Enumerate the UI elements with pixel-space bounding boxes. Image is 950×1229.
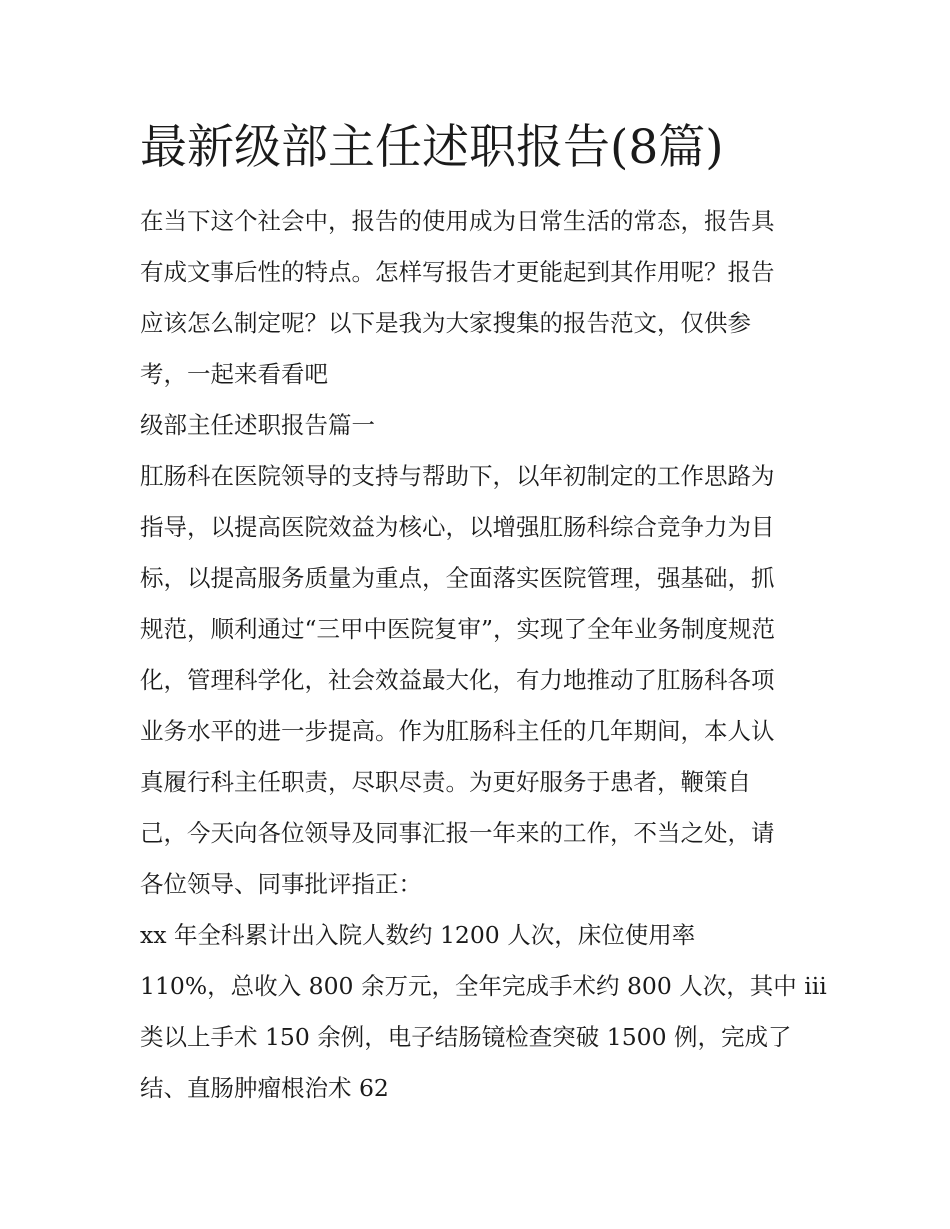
body-line: 业务水平的进一步提高。作为肛肠科主任的几年期间，本人认 bbox=[140, 717, 775, 745]
body-line: 应该怎么制定呢？以下是我为大家搜集的报告范文，仅供参 bbox=[140, 309, 751, 337]
body-line: 类以上手术 150 余例，电子结肠镜检查突破 1500 例，完成了 bbox=[140, 1023, 792, 1051]
body-line: 规范，顺利通过“三甲中医院复审”，实现了全年业务制度规范 bbox=[140, 615, 776, 643]
document-title: 最新级部主任述职报告(8篇) bbox=[140, 120, 724, 175]
body-line: 各位领导、同事批评指正： bbox=[140, 870, 422, 898]
document-body bbox=[140, 196, 827, 1114]
body-line: 己，今天向各位领导及同事汇报一年来的工作，不当之处，请 bbox=[140, 819, 775, 847]
section-heading: 级部主任述职报告篇一 bbox=[140, 411, 375, 439]
body-line: xx 年全科累计出入院人数约 1200 人次，床位使用率 bbox=[140, 921, 696, 949]
body-line: 真履行科主任职责，尽职尽责。为更好服务于患者，鞭策自 bbox=[140, 768, 751, 796]
body-line: 肛肠科在医院领导的支持与帮助下，以年初制定的工作思路为 bbox=[140, 462, 775, 490]
body-line: 结、直肠肿瘤根治术 62 bbox=[140, 1074, 389, 1102]
body-line: 标，以提高服务质量为重点，全面落实医院管理，强基础，抓 bbox=[140, 564, 775, 592]
body-line: 指导，以提高医院效益为核心，以增强肛肠科综合竞争力为目 bbox=[140, 513, 775, 541]
body-line: 有成文事后性的特点。怎样写报告才更能起到其作用呢？报告 bbox=[140, 258, 775, 286]
body-line: 考，一起来看看吧 bbox=[140, 360, 328, 388]
body-line: 110%，总收入 800 余万元，全年完成手术约 800 人次，其中 iii bbox=[140, 972, 827, 1000]
body-line: 在当下这个社会中，报告的使用成为日常生活的常态，报告具 bbox=[140, 207, 775, 235]
body-line: 化，管理科学化，社会效益最大化，有力地推动了肛肠科各项 bbox=[140, 666, 775, 694]
